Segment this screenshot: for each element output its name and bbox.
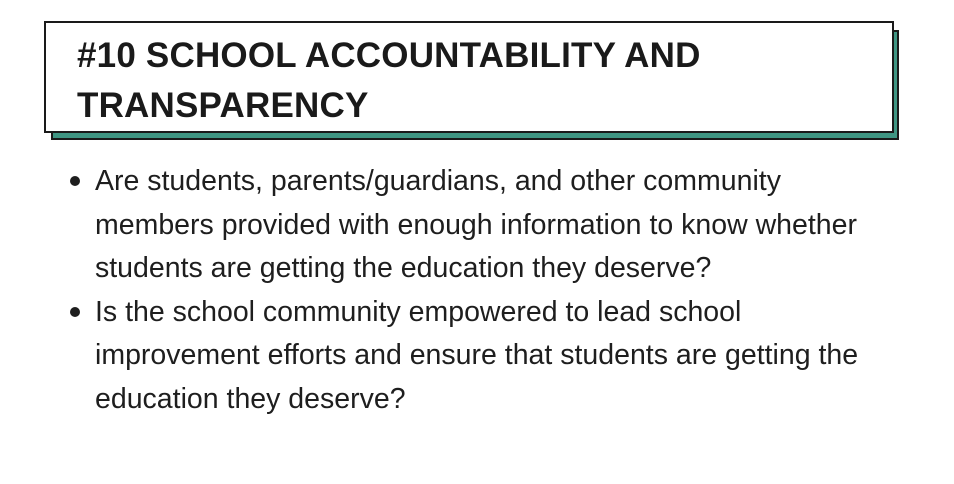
bullet-icon <box>70 307 80 317</box>
bullet-text: Is the school community empowered to lead school improvement efforts and ensure that students are getting the education they deserve? <box>95 295 859 415</box>
bullet-icon <box>70 176 80 186</box>
title-card <box>44 21 894 133</box>
bullet-list <box>70 160 890 421</box>
bullet-text: Are students, parents/guardians, and other community members provided with enough information to know whether students are getting the education they deserve? <box>95 165 857 284</box>
title-box <box>44 21 894 133</box>
list-item <box>70 160 890 291</box>
page-title: #10 SCHOOL ACCOUNTABILITY AND TRANSPARENCY <box>77 36 701 125</box>
list-item <box>70 291 890 422</box>
